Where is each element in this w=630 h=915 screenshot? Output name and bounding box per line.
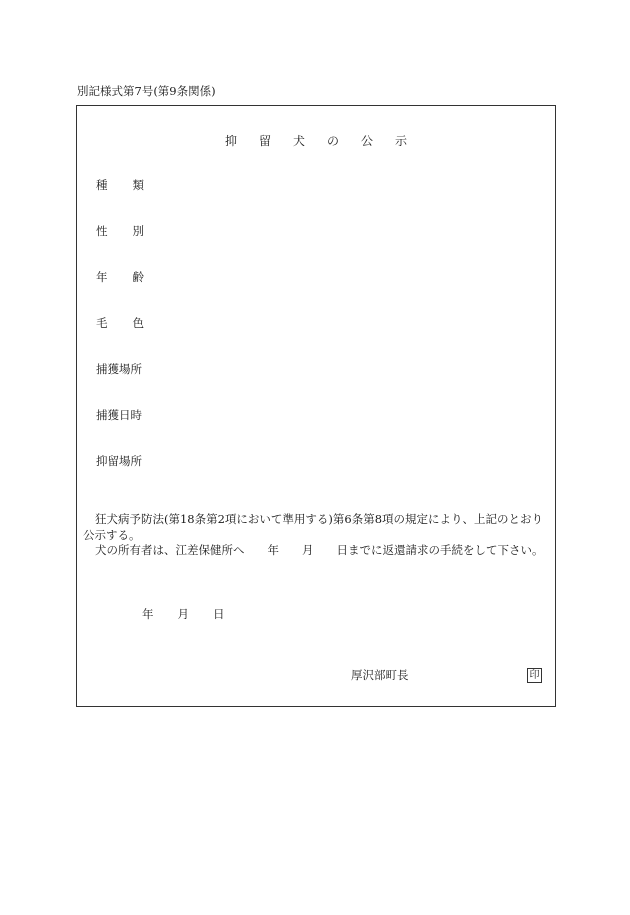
field-coat-color (96, 315, 144, 331)
notice-date (142, 606, 225, 622)
field-type-label: 種類 (96, 178, 144, 192)
field-age (96, 269, 144, 285)
date-year-label: 年 (142, 607, 154, 621)
field-capture-place-label: 捕獲場所 (96, 362, 142, 376)
notice-frame (76, 105, 556, 707)
field-sex-label: 性別 (96, 224, 144, 238)
field-detention-place-label: 抑留場所 (96, 454, 142, 468)
date-month-label: 月 (177, 607, 189, 621)
field-coat-color-label: 毛色 (96, 316, 144, 330)
date-day-label: 日 (213, 607, 225, 621)
seal-mark: 印 (527, 668, 542, 683)
signer-title: 厚沢部町長 (351, 668, 409, 682)
notice-title: 抑留犬の公示 (224, 134, 429, 148)
field-age-label: 年齢 (96, 270, 144, 284)
field-capture-datetime-label: 捕獲日時 (96, 408, 142, 422)
field-type (96, 177, 144, 193)
field-detention-place (96, 453, 142, 469)
notice-paragraph-owner-request: 犬の所有者は、江差保健所へ 年 月 日までに返還請求の手続をして下さい。 (95, 543, 544, 557)
form-number: 別記様式第7号(第9条関係) (77, 84, 216, 98)
notice-body (83, 512, 549, 559)
field-capture-place (96, 361, 142, 377)
field-sex (96, 223, 144, 239)
field-capture-datetime (96, 407, 142, 423)
notice-paragraph-legal-basis: 狂犬病予防法(第18条第2項において準用する)第6条第8項の規定により、上記のとおり公示する。 (83, 512, 544, 542)
